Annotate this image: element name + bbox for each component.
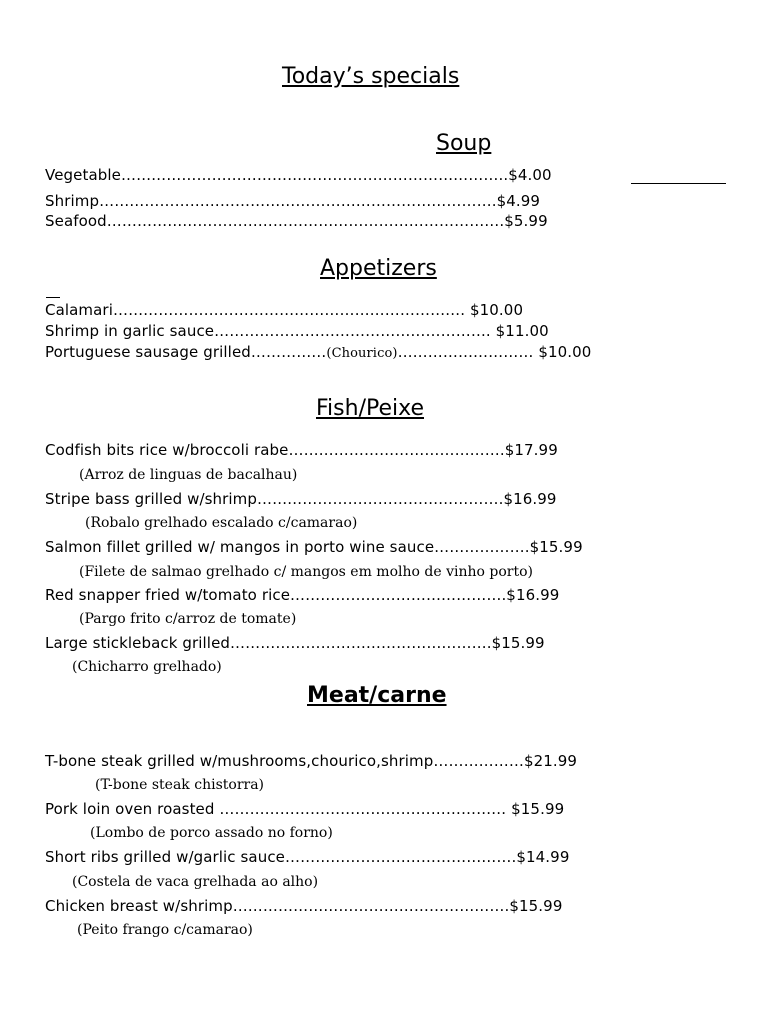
fish-item-translation: (Arroz de linguas de bacalhau)	[79, 467, 298, 483]
fish-item: Large stickleback grilled…………………………………………….$15.99	[45, 634, 545, 652]
meat-item-translation: (Costela de vaca grelhada ao alho)	[72, 874, 319, 890]
fish-item: Codfish bits rice w/broccoli rabe…………………………………….$17.99	[45, 441, 558, 459]
meat-item-translation: (Peito frango c/camarao)	[77, 922, 253, 938]
appetizer-item-shrimp-garlic: Shrimp in garlic sauce………………………………………………. $11.00	[45, 322, 549, 340]
fish-heading: Fish/Peixe	[316, 396, 424, 421]
page-title: Today’s specials	[282, 64, 460, 89]
sausage-note: (Chourico)	[326, 346, 398, 361]
meat-item-translation: (Lombo de porco assado no forno)	[90, 825, 333, 841]
fish-item: Stripe bass grilled w/shrimp………………………………………….$16.99	[45, 490, 557, 508]
soup-item-shrimp: Shrimp…………………………………………………………………….$4.99	[45, 192, 541, 210]
meat-item: Short ribs grilled w/garlic sauce……………………………………….$14.99	[45, 848, 570, 866]
fish-item-translation: (Chicharro grelhado)	[72, 659, 222, 675]
fish-item-translation: (Robalo grelhado escalado c/camarao)	[85, 515, 358, 531]
small-rule	[46, 297, 60, 298]
meat-item: Pork loin oven roasted ………………………………………………… $15.99	[45, 800, 565, 818]
fish-item: Salmon fillet grilled w/ mangos in porto wine sauce……………….$15.99	[45, 538, 583, 556]
appetizer-item-sausage	[45, 343, 591, 361]
fish-item-translation: (Filete de salmao grelhado c/ mangos em molho de vinho porto)	[79, 564, 533, 580]
fish-item: Red snapper fried w/tomato rice…………………………………….$16.99	[45, 586, 560, 604]
soup-item-seafood: Seafood…………………………………………………………………….$5.99	[45, 212, 548, 230]
meat-heading: Meat/carne	[307, 683, 447, 708]
appetizer-item-calamari: Calamari……………………………………………………………. $10.00	[45, 301, 524, 319]
soup-heading: Soup	[436, 131, 492, 156]
fish-item-translation: (Pargo frito c/arroz de tomate)	[79, 611, 297, 627]
underline-rule	[631, 183, 726, 184]
sausage-price: ……………………… $10.00	[397, 343, 592, 361]
appetizers-heading: Appetizers	[320, 256, 437, 281]
meat-item: Chicken breast w/shrimp……………………………………………….$15.99	[45, 897, 563, 915]
sausage-name: Portuguese sausage grilled……………	[45, 343, 327, 361]
meat-item: T-bone steak grilled w/mushrooms,chourico,shrimp………………$21.99	[45, 752, 578, 770]
meat-item-translation: (T-bone steak chistorra)	[95, 777, 265, 793]
soup-item-vegetable: Vegetable…………………………………………………………………..$4.00	[45, 166, 552, 184]
